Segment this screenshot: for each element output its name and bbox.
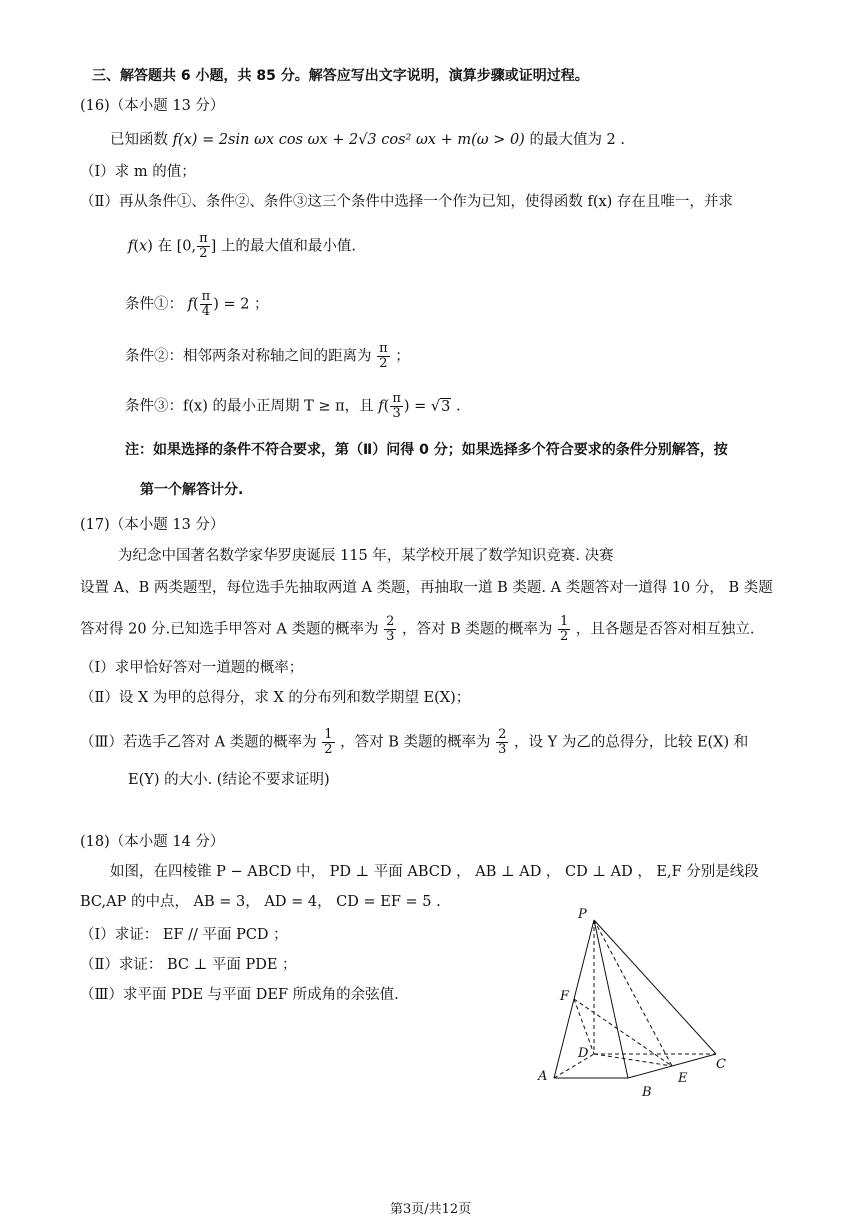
two-thirds-fraction-b: $\frac{2}{3}$ (498, 727, 507, 757)
q16-condition3: 条件③：f(x) 的最小正周期 T ≥ π，且 f( $\frac{\pi}{3}$ ) = √3 . (125, 391, 461, 421)
label-D: D (578, 1046, 589, 1061)
q17-part3-c: ，设 Y 为乙的总得分，比较 E(X) 和 (514, 734, 749, 751)
q16-part2-line2-text: 上的最大值和最小值. (220, 238, 357, 255)
q17-part2: （Ⅱ）设 X 为甲的总得分，求 X 的分布列和数学期望 E(X)； (80, 690, 471, 706)
one-half-fraction-b: $\frac{1}{2}$ (324, 727, 333, 757)
pi-over-2-fraction-b: $\frac{\pi}{2}$ (379, 341, 388, 371)
q16-fx: f (128, 238, 134, 255)
label-E: E (678, 1071, 688, 1086)
label-A: A (538, 1069, 548, 1084)
pyramid-figure (530, 900, 740, 1100)
cond1-label: 条件①： (125, 296, 183, 313)
q17-part1: （Ⅰ）求甲恰好答对一道题的概率； (80, 660, 304, 676)
cond2-text: 条件②：相邻两条对称轴之间的距离为 (125, 348, 372, 365)
two-thirds-fraction: $\frac{2}{3}$ (386, 614, 395, 644)
q17-line3-b: ，答对 B 类题的概率为 (401, 621, 553, 638)
q18-title: (18)（本小题 14 分） (80, 834, 225, 850)
q17-part3-line2: E(Y) 的大小. (结论不要求证明) (128, 772, 330, 788)
section-header: 三、解答题共 6 小题，共 85 分。解答应写出文字说明，演算步骤或证明过程。 (92, 68, 589, 84)
edge-DE (594, 1054, 672, 1066)
page-footer: 第3页/共12页 (390, 1202, 472, 1217)
q18-part3: （Ⅲ）求平面 PDE 与平面 DEF 所成角的余弦值. (80, 987, 399, 1003)
q17-part3-a: （Ⅲ）若选手乙答对 A 类题的概率为 (80, 734, 317, 751)
q16-function-formula: f(x) = 2sin ωx cos ωx + 2√3 cos² ωx + m(ω > 0) (172, 132, 525, 148)
q16-part1: （Ⅰ）求 m 的值； (80, 164, 196, 180)
q18-part2: （Ⅱ）求证： BC ⊥ 平面 PDE ； (80, 957, 297, 973)
label-P: P (578, 907, 587, 922)
one-half-fraction: $\frac{1}{2}$ (559, 614, 569, 644)
q16-intro-prefix: 已知函数 (110, 132, 168, 148)
q17-line1: 为纪念中国著名数学家华罗庚诞辰 115 年，某学校开展了数学知识竞赛. 决赛 (118, 548, 614, 564)
q18-line1: 如图，在四棱锥 P − ABCD 中， PD ⊥ 平面 ABCD ， AB ⊥ AD ， CD ⊥ AD ， E,F 分别是线段 (110, 864, 759, 880)
cond3-text: 条件③：f(x) 的最小正周期 T ≥ π，且 (125, 398, 374, 415)
q17-line3-c: ，且各题是否答对相互独立. (575, 621, 755, 638)
pi-over-2-fraction: $\frac{\pi}{2}$ (199, 231, 208, 261)
q16-title: (16)（本小题 13 分） (80, 98, 225, 114)
q16-part2-line1: （Ⅱ）再从条件①、条件②、条件③这三个条件中选择一个作为已知，使得函数 f(x) 存在且唯一，并求 (80, 194, 733, 210)
q18-part1: （Ⅰ）求证： EF // 平面 PCD ； (80, 927, 288, 943)
q17-title: (17)（本小题 13 分） (80, 517, 225, 533)
q17-line3 (80, 615, 754, 644)
q16-part2-line2: f(x) 在 [0, $\frac{\pi}{2}$ ] 上的最大值和最小值. (128, 231, 357, 261)
q16-condition2: 条件②：相邻两条对称轴之间的距离为 $\frac{\pi}{2}$ ； (125, 341, 410, 371)
q17-line2: 设置 A、B 两类题型，每位选手先抽取两道 A 类题，再抽取一道 B 类题. A 类题答对一道得 10 分， B 类题 (80, 580, 773, 596)
pi-over-3-fraction: $\frac{\pi}{3}$ (392, 391, 401, 421)
label-C: C (716, 1057, 726, 1072)
pi-over-4-fraction: $\frac{\pi}{4}$ (201, 289, 211, 319)
q16-condition1: 条件①： f( $\frac{\pi}{4}$ ) = 2 ； (125, 289, 269, 319)
q18-line2: BC,AP 的中点， AB = 3， AD = 4， CD = EF = 5 . (80, 894, 441, 910)
q17-line3-a: 答对得 20 分.已知选手甲答对 A 类题的概率为 (80, 621, 379, 638)
label-B: B (642, 1085, 652, 1100)
q16-note-line2: 第一个解答计分. (140, 482, 244, 498)
q16-note-line1: 注：如果选择的条件不符合要求，第（Ⅱ）问得 0 分；如果选择多个符合要求的条件分别解答，按 (125, 442, 728, 458)
label-F: F (560, 989, 570, 1004)
q17-part3 (80, 728, 748, 757)
q16-intro-suffix: 的最大值为 2 . (529, 132, 626, 148)
q17-part3-b: ，答对 B 类题的概率为 (340, 734, 491, 751)
q16-intro (110, 130, 625, 150)
